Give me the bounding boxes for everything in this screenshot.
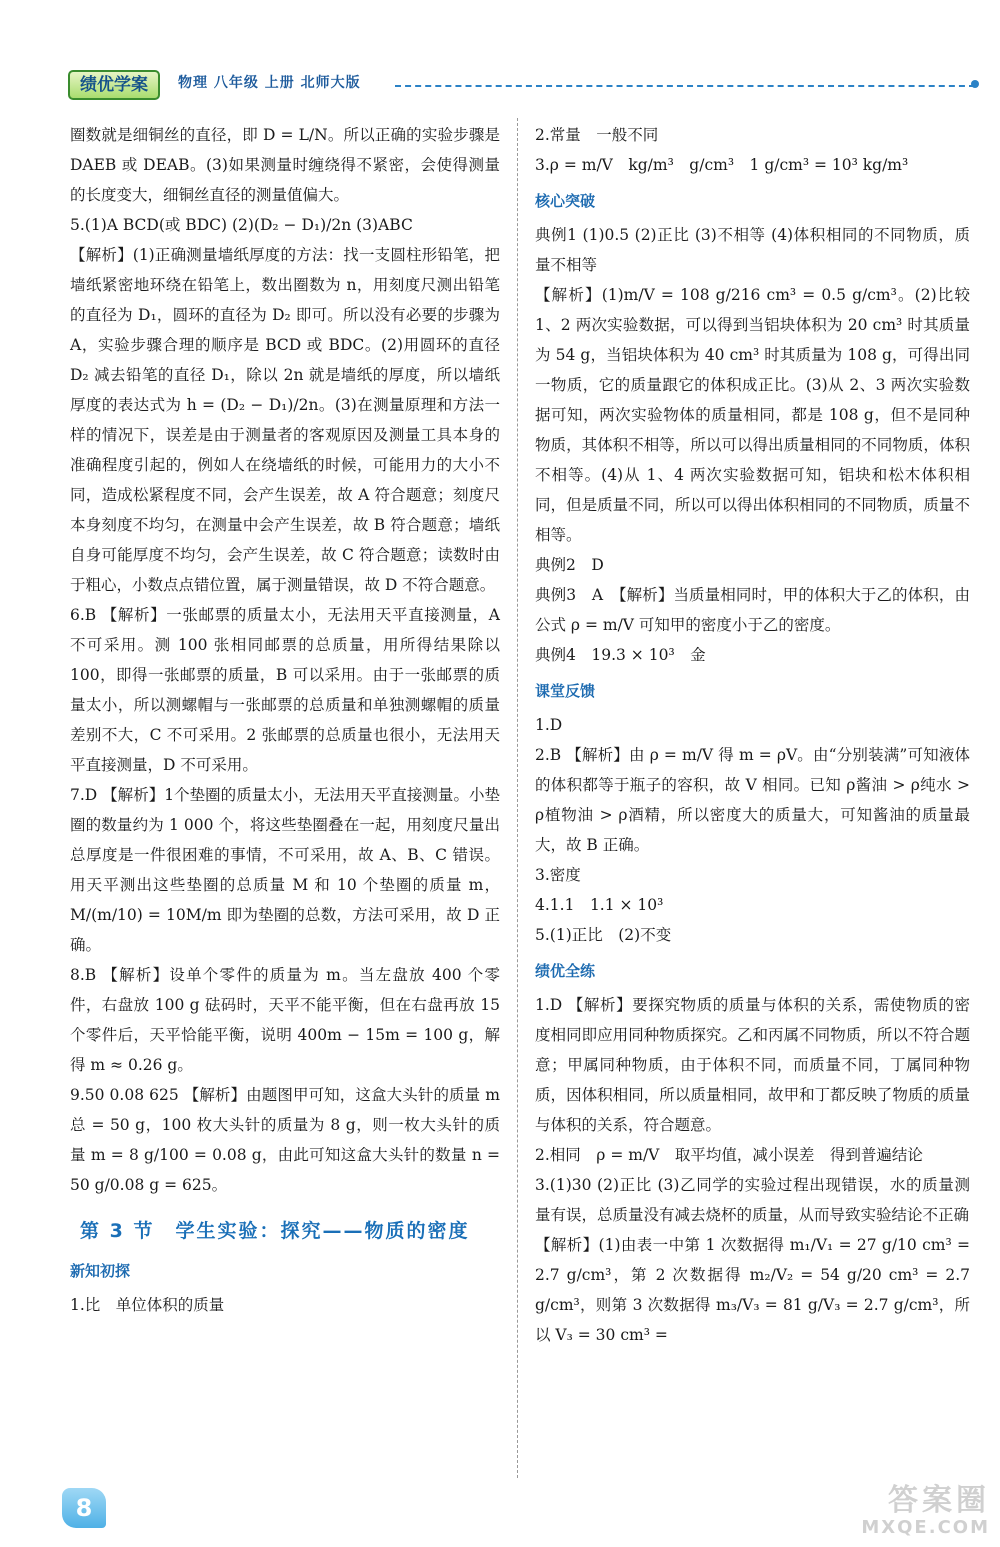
practice-heading: 绩优全练	[535, 962, 596, 980]
core-paragraph: 典例4 19.3 × 10³ 金	[535, 646, 706, 664]
core-paragraph: 典例1 (1)0.5 (2)正比 (3)不相等 (4)体积相同的不同物质，质量不相等	[535, 226, 970, 274]
core-heading: 核心突破	[535, 192, 596, 210]
section-title: 第 3 节 学生实验：探究——物质的密度	[80, 1220, 470, 1242]
right-column	[535, 120, 970, 1477]
left-paragraph: 7.D 【解析】1个垫圈的质量太小，无法用天平直接测量。小垫圈的数量约为 1 000 个，将这些垫圈叠在一起，用刻度尺量出总厚度是一件很困难的事情，不可采用，故 A、B、C 错误。用天平测出这些垫圈的总质量 M 和 10 个垫圈的质量 m，M/(m/10) = 10M/m 即为垫圈的总数，方法可采用，故 D 正确。	[70, 786, 500, 954]
left-paragraph: 圈数就是细铜丝的直径，即 D = L/N。所以正确的实验步骤是 DAEB 或 DEAB。(3)如果测量时缠绕得不紧密，会使得测量的长度变大，细铜丝直径的测量值偏大。	[70, 126, 500, 204]
left-column	[70, 120, 500, 1477]
practice-paragraph: 【解析】(1)由表一中第 1 次数据得 m₁/V₁ = 27 g/10 cm³ = 2.7 g/cm³，第 2 次数据得 m₂/V₂ = 54 g/20 cm³ = 2.7 g/cm³，则第 3 次数据得 m₃/V₃ = 81 g/V₃ = 2.7 g/cm³，所以 V₃ = 30 cm³ =	[535, 1236, 970, 1344]
book-info: 物理 八年级 上册 北师大版	[178, 75, 361, 91]
feedback-paragraph: 2.B 【解析】由 ρ = m/V 得 m = ρV。由“分别装满”可知液体的体积都等于瓶子的容积，故 V 相同。已知 ρ酱油 > ρ纯水 > ρ植物油 > ρ酒精，所以密度大的质量大，可知酱油的质量最大，故 B 正确。	[535, 746, 970, 854]
right-paragraph: 3.ρ = m/V kg/m³ g/cm³ 1 g/cm³ = 10³ kg/m³	[535, 156, 909, 174]
left-paragraph: 9.50 0.08 625 【解析】由题图甲可知，这盒大头针的质量 m总 = 50 g，100 枚大头针的质量为 8 g，则一枚大头针的质量 m = 8 g/100 = 0.08 g，由此可知这盒大头针的数量 n = 50 g/0.08 g = 625。	[70, 1086, 500, 1194]
watermark-text: 答案圈	[888, 1483, 990, 1518]
page-number: 8	[62, 1488, 106, 1528]
practice-paragraph: 1.D 【解析】要探究物质的质量与体积的关系，需使物质的密度相同即应用同种物质探究。乙和丙属不同物质，所以不符合题意；甲属同种物质，由于体积不同，而质量不同，丁属同种物质，因体积相同，所以质量相同，故甲和丁都反映了物质的质量与体积的关系，符合题意。	[535, 996, 970, 1134]
feedback-paragraph: 1.D	[535, 716, 563, 734]
left-paragraph: 5.(1)A BCD(或 BDC) (2)(D₂ − D₁)/2n (3)ABC	[70, 216, 413, 234]
watermark-url: MXQE.COM	[861, 1517, 990, 1538]
right-paragraph: 2.常量 一般不同	[535, 126, 659, 144]
watermark-logo	[800, 1485, 990, 1540]
feedback-heading: 课堂反馈	[535, 682, 596, 700]
column-divider	[517, 118, 518, 1478]
new-knowledge-heading: 新知初探	[70, 1262, 131, 1280]
header-rule-dot	[971, 80, 979, 88]
core-paragraph: 典例3 A 【解析】当质量相同时，甲的体积大于乙的体积，由公式 ρ = m/V 可知甲的密度小于乙的密度。	[535, 586, 970, 634]
page-header	[60, 68, 975, 104]
practice-paragraph: 2.相同 ρ = m/V 取平均值，减小误差 得到普遍结论	[535, 1146, 923, 1164]
left-paragraph: 6.B 【解析】一张邮票的质量太小，无法用天平直接测量，A 不可采用。测 100 张相同邮票的总质量，用所得结果除以 100，即得一张邮票的质量，B 可以采用。由于一张邮票的质量太小，所以测螺帽与一张邮票的总质量和单独测螺帽的质量差别不大，C 不可采用。2 张邮票的总质量也很小，无法用天平直接测量，D 不可采用。	[70, 606, 500, 774]
new-knowledge-item: 1.比 单位体积的质量	[70, 1296, 225, 1314]
left-paragraph: 【解析】(1)正确测量墙纸厚度的方法：找一支圆柱形铅笔，把墙纸紧密地环绕在铅笔上，数出圈数为 n，用刻度尺测出铅笔的直径为 D₁，圆环的直径为 D₂ 即可。所以没有必要的步骤为 A，实验步骤合理的顺序是 BCD 或 BDC。(2)用圆环的直径 D₂ 减去铅笔的直径 D₁，除以 2n 就是墙纸的厚度，所以墙纸厚度的表达式为 h = (D₂ − D₁)/2n。(3)在测量原理和方法一样的情况下，误差是由于测量者的客观原因及测量工具本身的准确程度引起的，例如人在绕墙纸的时候，可能用力的大小不同，造成松紧程度不同，会产生误差，故 A 符合题意；刻度尺本身刻度不均匀，在测量中会产生误差，故 B 符合题意；墙纸自身可能厚度不均匀，会产生误差，故 C 符合题意；读数时由于粗心，小数点点错位置，属于测量错误，故 D 不符合题意。	[70, 246, 500, 594]
series-logo: 绩优学案	[68, 70, 160, 100]
feedback-paragraph: 4.1.1 1.1 × 10³	[535, 896, 664, 914]
practice-paragraph: 3.(1)30 (2)正比 (3)乙同学的实验过程出现错误，水的质量测量有误，总质量没有减去烧杯的质量，从而导致实验结论不正确	[535, 1176, 970, 1224]
core-paragraph: 【解析】(1)m/V = 108 g/216 cm³ = 0.5 g/cm³。(2)比较 1、2 两次实验数据，可以得到当铝块体积为 20 cm³ 时其质量为 54 g，当铝块体积为 40 cm³ 时其质量为 108 g，可得出同一物质，它的质量跟它的体积成正比。(3)从 2、3 两次实验数据可知，两次实验物体的质量相同，都是 108 g，但不是同种物质，其体积不相等，所以可以得出质量相同的不同物质，体积不相等。(4)从 1、4 两次实验数据可知，铝块和松木体积相同，但是质量不同，所以可以得出体积相同的不同物质，质量不相等。	[535, 286, 970, 544]
feedback-paragraph: 3.密度	[535, 866, 581, 884]
feedback-paragraph: 5.(1)正比 (2)不变	[535, 926, 672, 944]
left-paragraph: 8.B 【解析】设单个零件的质量为 m。当左盘放 400 个零件，右盘放 100 g 砝码时，天平不能平衡，但在右盘再放 15 个零件后，天平恰能平衡，说明 400m − 15m = 100 g，解得 m ≈ 0.26 g。	[70, 966, 500, 1074]
header-dashed-rule	[395, 85, 975, 87]
core-paragraph: 典例2 D	[535, 556, 604, 574]
